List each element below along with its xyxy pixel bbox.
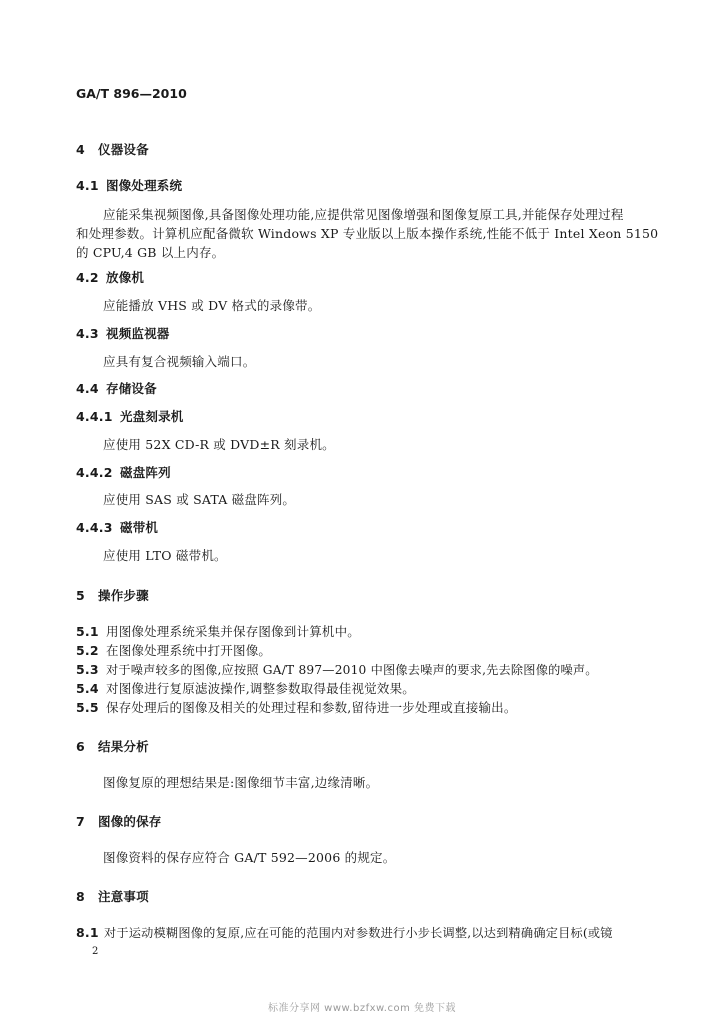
section-heading xyxy=(76,739,149,755)
paragraph-line: 应能播放 VHS 或 DV 格式的录像带。 xyxy=(103,298,321,313)
step-number: 5.5 xyxy=(76,700,99,715)
subsection-heading xyxy=(76,270,144,286)
section-title: 结果分析 xyxy=(98,739,149,754)
page-number: 2 xyxy=(92,946,99,957)
subsection-number: 4.4 xyxy=(76,381,99,396)
section-number: 6 xyxy=(76,739,85,754)
step-item xyxy=(76,662,598,678)
paragraph-line: 应使用 LTO 磁带机。 xyxy=(103,548,227,563)
step-number: 5.2 xyxy=(76,643,99,658)
subsection-heading xyxy=(76,465,171,481)
step-text: 在图像处理系统中打开图像。 xyxy=(106,643,272,658)
subsection-number: 4.3 xyxy=(76,326,99,341)
paragraph-line: 的 CPU,4 GB 以上内存。 xyxy=(76,245,225,260)
subsection-heading xyxy=(76,326,170,342)
step-number: 8.1 xyxy=(76,925,99,940)
step-item xyxy=(76,700,517,716)
subsection-title: 存储设备 xyxy=(106,381,157,396)
section-title: 图像的保存 xyxy=(98,814,162,829)
paragraph-line: 应能采集视频图像,具备图像处理功能,应提供常见图像增强和图像复原工具,并能保存处理过程 xyxy=(103,207,624,222)
subsection-number: 4.4.1 xyxy=(76,409,113,424)
subsection-title: 视频监视器 xyxy=(106,326,170,341)
step-item xyxy=(76,681,415,697)
section-heading xyxy=(76,814,162,830)
subsection-number: 4.4.2 xyxy=(76,465,113,480)
step-item xyxy=(76,925,613,941)
paragraph-line: 应具有复合视频输入端口。 xyxy=(103,354,256,369)
section-number: 7 xyxy=(76,814,85,829)
subsection-heading xyxy=(76,409,184,425)
subsection-heading xyxy=(76,381,157,397)
subsection-title: 磁带机 xyxy=(120,520,159,535)
subsection-title: 放像机 xyxy=(106,270,145,285)
step-text: 对图像进行复原滤波操作,调整参数取得最佳视觉效果。 xyxy=(106,681,415,696)
standard-id: GA/T 896—2010 xyxy=(76,86,187,101)
paragraph-line: 应使用 52X CD-R 或 DVD±R 刻录机。 xyxy=(103,437,335,452)
step-text: 对于噪声较多的图像,应按照 GA/T 897—2010 中图像去噪声的要求,先去除图像的噪声。 xyxy=(106,663,598,677)
step-number: 5.4 xyxy=(76,681,99,696)
paragraph-line: 和处理参数。计算机应配备微软 Windows XP 专业版以上版本操作系统,性能不低于 Intel Xeon 5150 xyxy=(76,226,659,241)
section-number: 8 xyxy=(76,889,85,904)
section-heading xyxy=(76,889,149,905)
step-number: 5.1 xyxy=(76,624,99,639)
subsection-heading xyxy=(76,178,182,194)
subsection-number: 4.4.3 xyxy=(76,520,113,535)
step-text: 用图像处理系统采集并保存图像到计算机中。 xyxy=(106,624,361,639)
section-number: 5 xyxy=(76,588,85,603)
step-item xyxy=(76,624,360,640)
subsection-number: 4.2 xyxy=(76,270,99,285)
subsection-heading xyxy=(76,520,158,536)
section-title: 注意事项 xyxy=(98,889,149,904)
watermark-text: 标准分享网 www.bzfxw.com 免费下载 xyxy=(268,1003,456,1014)
section-heading xyxy=(76,588,149,604)
section-heading xyxy=(76,142,149,158)
subsection-number: 4.1 xyxy=(76,178,99,193)
step-item xyxy=(76,643,271,659)
subsection-title: 磁盘阵列 xyxy=(120,465,171,480)
paragraph-line: 图像复原的理想结果是:图像细节丰富,边缘清晰。 xyxy=(103,775,379,790)
paragraph-line: 图像资料的保存应符合 GA/T 592—2006 的规定。 xyxy=(103,850,396,865)
section-number: 4 xyxy=(76,142,85,157)
step-text: 对于运动模糊图像的复原,应在可能的范围内对参数进行小步长调整,以达到精确确定目标(或镜 xyxy=(104,926,613,940)
subsection-title: 光盘刻录机 xyxy=(120,409,184,424)
subsection-title: 图像处理系统 xyxy=(106,178,183,193)
step-number: 5.3 xyxy=(76,662,99,677)
step-text: 保存处理后的图像及相关的处理过程和参数,留待进一步处理或直接输出。 xyxy=(106,700,517,715)
section-title: 仪器设备 xyxy=(98,142,149,157)
section-title: 操作步骤 xyxy=(98,588,149,603)
paragraph-line: 应使用 SAS 或 SATA 磁盘阵列。 xyxy=(103,492,296,507)
